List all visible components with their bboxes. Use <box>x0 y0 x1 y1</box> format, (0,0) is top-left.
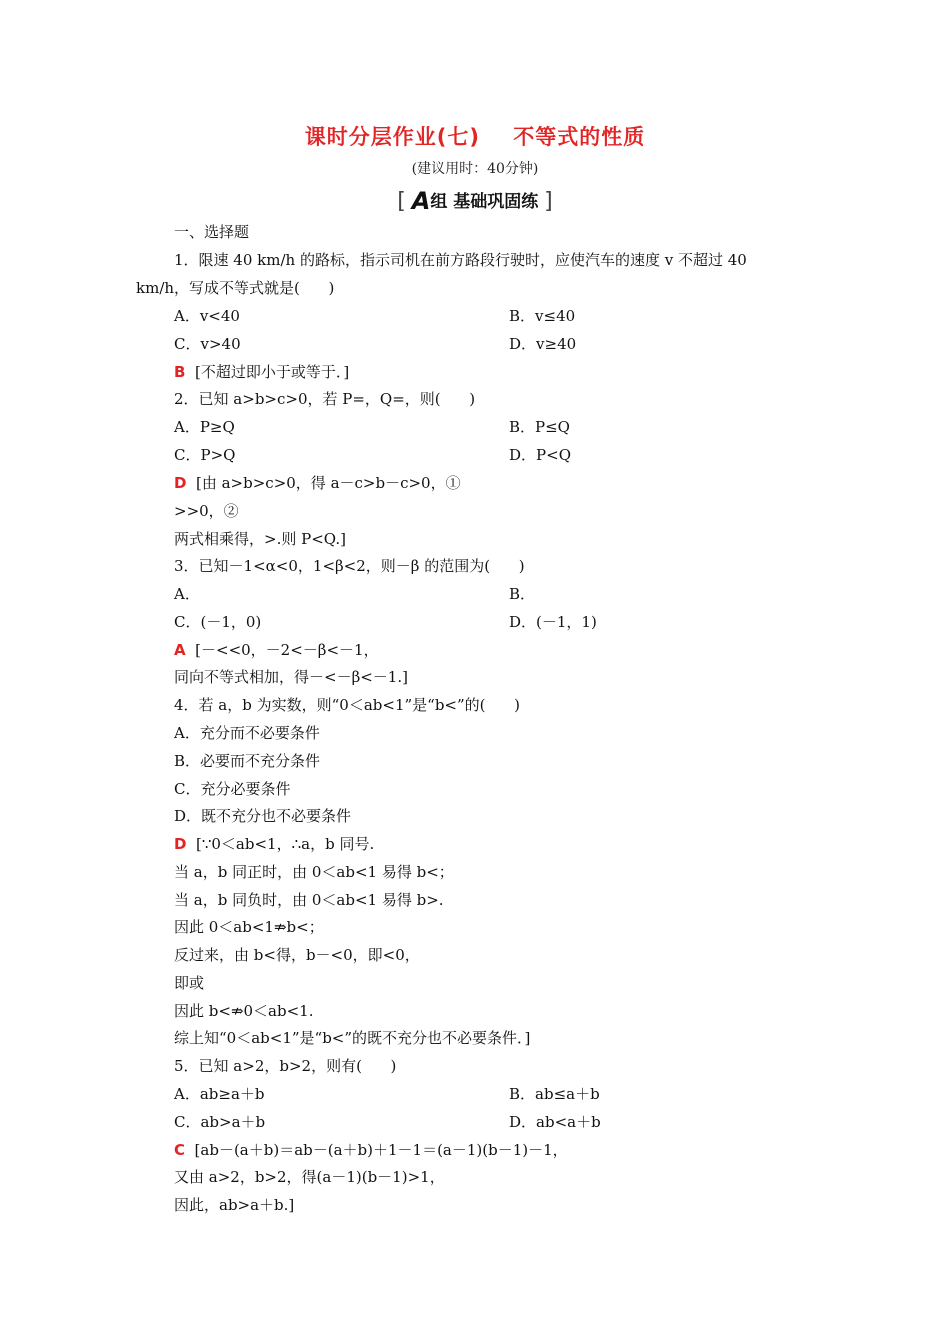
line-text: 2．已知 a>b>c>0，若 P=，Q=，则( ) <box>174 390 476 408</box>
text-line <box>509 584 535 604</box>
line-text: C．P>Q <box>174 446 236 464</box>
text-line <box>174 1028 530 1048</box>
text-line <box>174 222 249 242</box>
page-title: 课时分层作业(七) 不等式的性质 <box>304 125 646 149</box>
line-text: [－<<0，－2<－β<－1， <box>185 641 379 659</box>
line-text: 一、选择题 <box>174 223 250 241</box>
text-line <box>174 751 320 771</box>
group-header <box>0 187 950 215</box>
text-line <box>174 973 204 993</box>
line-text: 当 a，b 同正时，由 0＜ab<1 易得 b<； <box>174 863 454 881</box>
line-text: A． <box>174 585 200 603</box>
answer-line <box>174 1140 568 1160</box>
answer-line <box>174 640 379 660</box>
text-line <box>174 779 290 799</box>
text-line <box>509 417 570 437</box>
line-text: D．P<Q <box>509 446 571 464</box>
answer-line <box>174 473 461 493</box>
suggested-time: (建议用时：40分钟) <box>411 161 539 177</box>
line-text: [ab－(a＋b)＝ab－(a＋b)＋1－1＝(a－1)(b－1)－1， <box>185 1141 568 1159</box>
text-line <box>174 723 320 743</box>
text-line <box>174 695 520 715</box>
text-line <box>174 556 525 576</box>
text-line <box>509 306 575 326</box>
line-text: B．ab≤a＋b <box>509 1085 600 1103</box>
line-text: km/h，写成不等式就是( ) <box>136 279 335 297</box>
text-line <box>136 278 334 298</box>
text-line <box>174 417 235 437</box>
text-line <box>174 890 444 910</box>
line-text: 因此 0＜ab<1⇏b<； <box>174 918 324 936</box>
answer-letter: C <box>174 1141 186 1159</box>
text-line <box>174 806 351 826</box>
line-text: 综上知“0＜ab<1”是“b<”的既不充分也不必要条件．] <box>174 1029 531 1047</box>
answer-letter: A <box>174 641 186 659</box>
text-line <box>509 1084 600 1104</box>
group-name: 组 基础巩固练 <box>430 192 539 212</box>
line-text: D．(－1，1) <box>509 613 597 631</box>
answer-letter: D <box>174 474 187 492</box>
line-text: A．ab≥a＋b <box>174 1085 265 1103</box>
line-text: 反过来，由 b<得，b－<0，即<0， <box>174 946 420 964</box>
line-text: D．既不充分也不必要条件 <box>174 807 352 825</box>
text-line <box>174 862 454 882</box>
text-line <box>174 389 475 409</box>
text-line <box>174 306 240 326</box>
group-letter: A <box>411 187 431 215</box>
answer-letter: D <box>174 835 187 853</box>
line-text: [∵0＜ab<1，∴a，b 同号. <box>186 835 375 853</box>
line-text: B．v≤40 <box>509 307 576 325</box>
text-line <box>174 667 408 687</box>
line-text: C．ab>a＋b <box>174 1113 266 1131</box>
text-line <box>174 250 747 270</box>
text-line <box>174 1056 396 1076</box>
text-line <box>509 334 576 354</box>
line-text: A．P≥Q <box>174 418 235 436</box>
line-text: 又由 a>2，b>2，得(a－1)(b－1)>1， <box>174 1168 445 1186</box>
line-text: [不超过即小于或等于．] <box>185 363 350 381</box>
line-text: 5．已知 a>2，b>2，则有( ) <box>174 1057 397 1075</box>
line-text: 因此，ab>a＋b.] <box>174 1196 295 1214</box>
text-line <box>174 1001 313 1021</box>
text-line <box>174 1084 265 1104</box>
line-text: >>0，② <box>174 502 239 520</box>
text-line <box>174 1195 294 1215</box>
line-text: A．v<40 <box>174 307 240 325</box>
group-open-bracket: [ <box>397 189 406 214</box>
group-close-bracket: ] <box>544 189 553 214</box>
line-text: B． <box>509 585 536 603</box>
line-text: B．必要而不充分条件 <box>174 752 321 770</box>
text-line <box>174 584 200 604</box>
text-line <box>174 1112 265 1132</box>
line-text: [由 a>b>c>0，得 a－c>b－c>0，① <box>186 474 461 492</box>
line-text: 即或 <box>174 974 205 992</box>
line-text: 两式相乘得，>.则 P<Q.] <box>174 530 346 548</box>
text-line <box>174 612 261 632</box>
text-line <box>174 945 420 965</box>
answer-letter: B <box>174 363 186 381</box>
line-text: C．(－1，0) <box>174 613 262 631</box>
text-line <box>509 612 597 632</box>
text-line <box>174 529 346 549</box>
text-line <box>509 1112 601 1132</box>
line-text: D．v≥40 <box>509 335 577 353</box>
line-text: C．充分必要条件 <box>174 780 291 798</box>
line-text: 1．限速 40 km/h 的路标，指示司机在前方路段行驶时，应使汽车的速度 v 不超过 40 <box>174 251 747 269</box>
answer-line <box>174 362 349 382</box>
text-line <box>174 917 324 937</box>
text-line <box>174 334 241 354</box>
line-text: C．v>40 <box>174 335 241 353</box>
text-line <box>174 501 239 521</box>
line-text: 因此 b<⇏0＜ab<1. <box>174 1002 314 1020</box>
line-text: 3．已知－1<α<0，1<β<2，则－β 的范围为( ) <box>174 557 525 575</box>
text-line <box>174 445 235 465</box>
answer-line <box>174 834 374 854</box>
line-text: 同向不等式相加，得－<－β<－1.] <box>174 668 408 686</box>
text-line <box>509 445 571 465</box>
line-text: 4．若 a，b 为实数，则“0＜ab<1”是“b<”的( ) <box>174 696 520 714</box>
line-text: A．充分而不必要条件 <box>174 724 320 742</box>
line-text: B．P≤Q <box>509 418 570 436</box>
line-text: D．ab<a＋b <box>509 1113 601 1131</box>
text-line <box>174 1167 445 1187</box>
line-text: 当 a，b 同负时，由 0＜ab<1 易得 b>. <box>174 891 444 909</box>
